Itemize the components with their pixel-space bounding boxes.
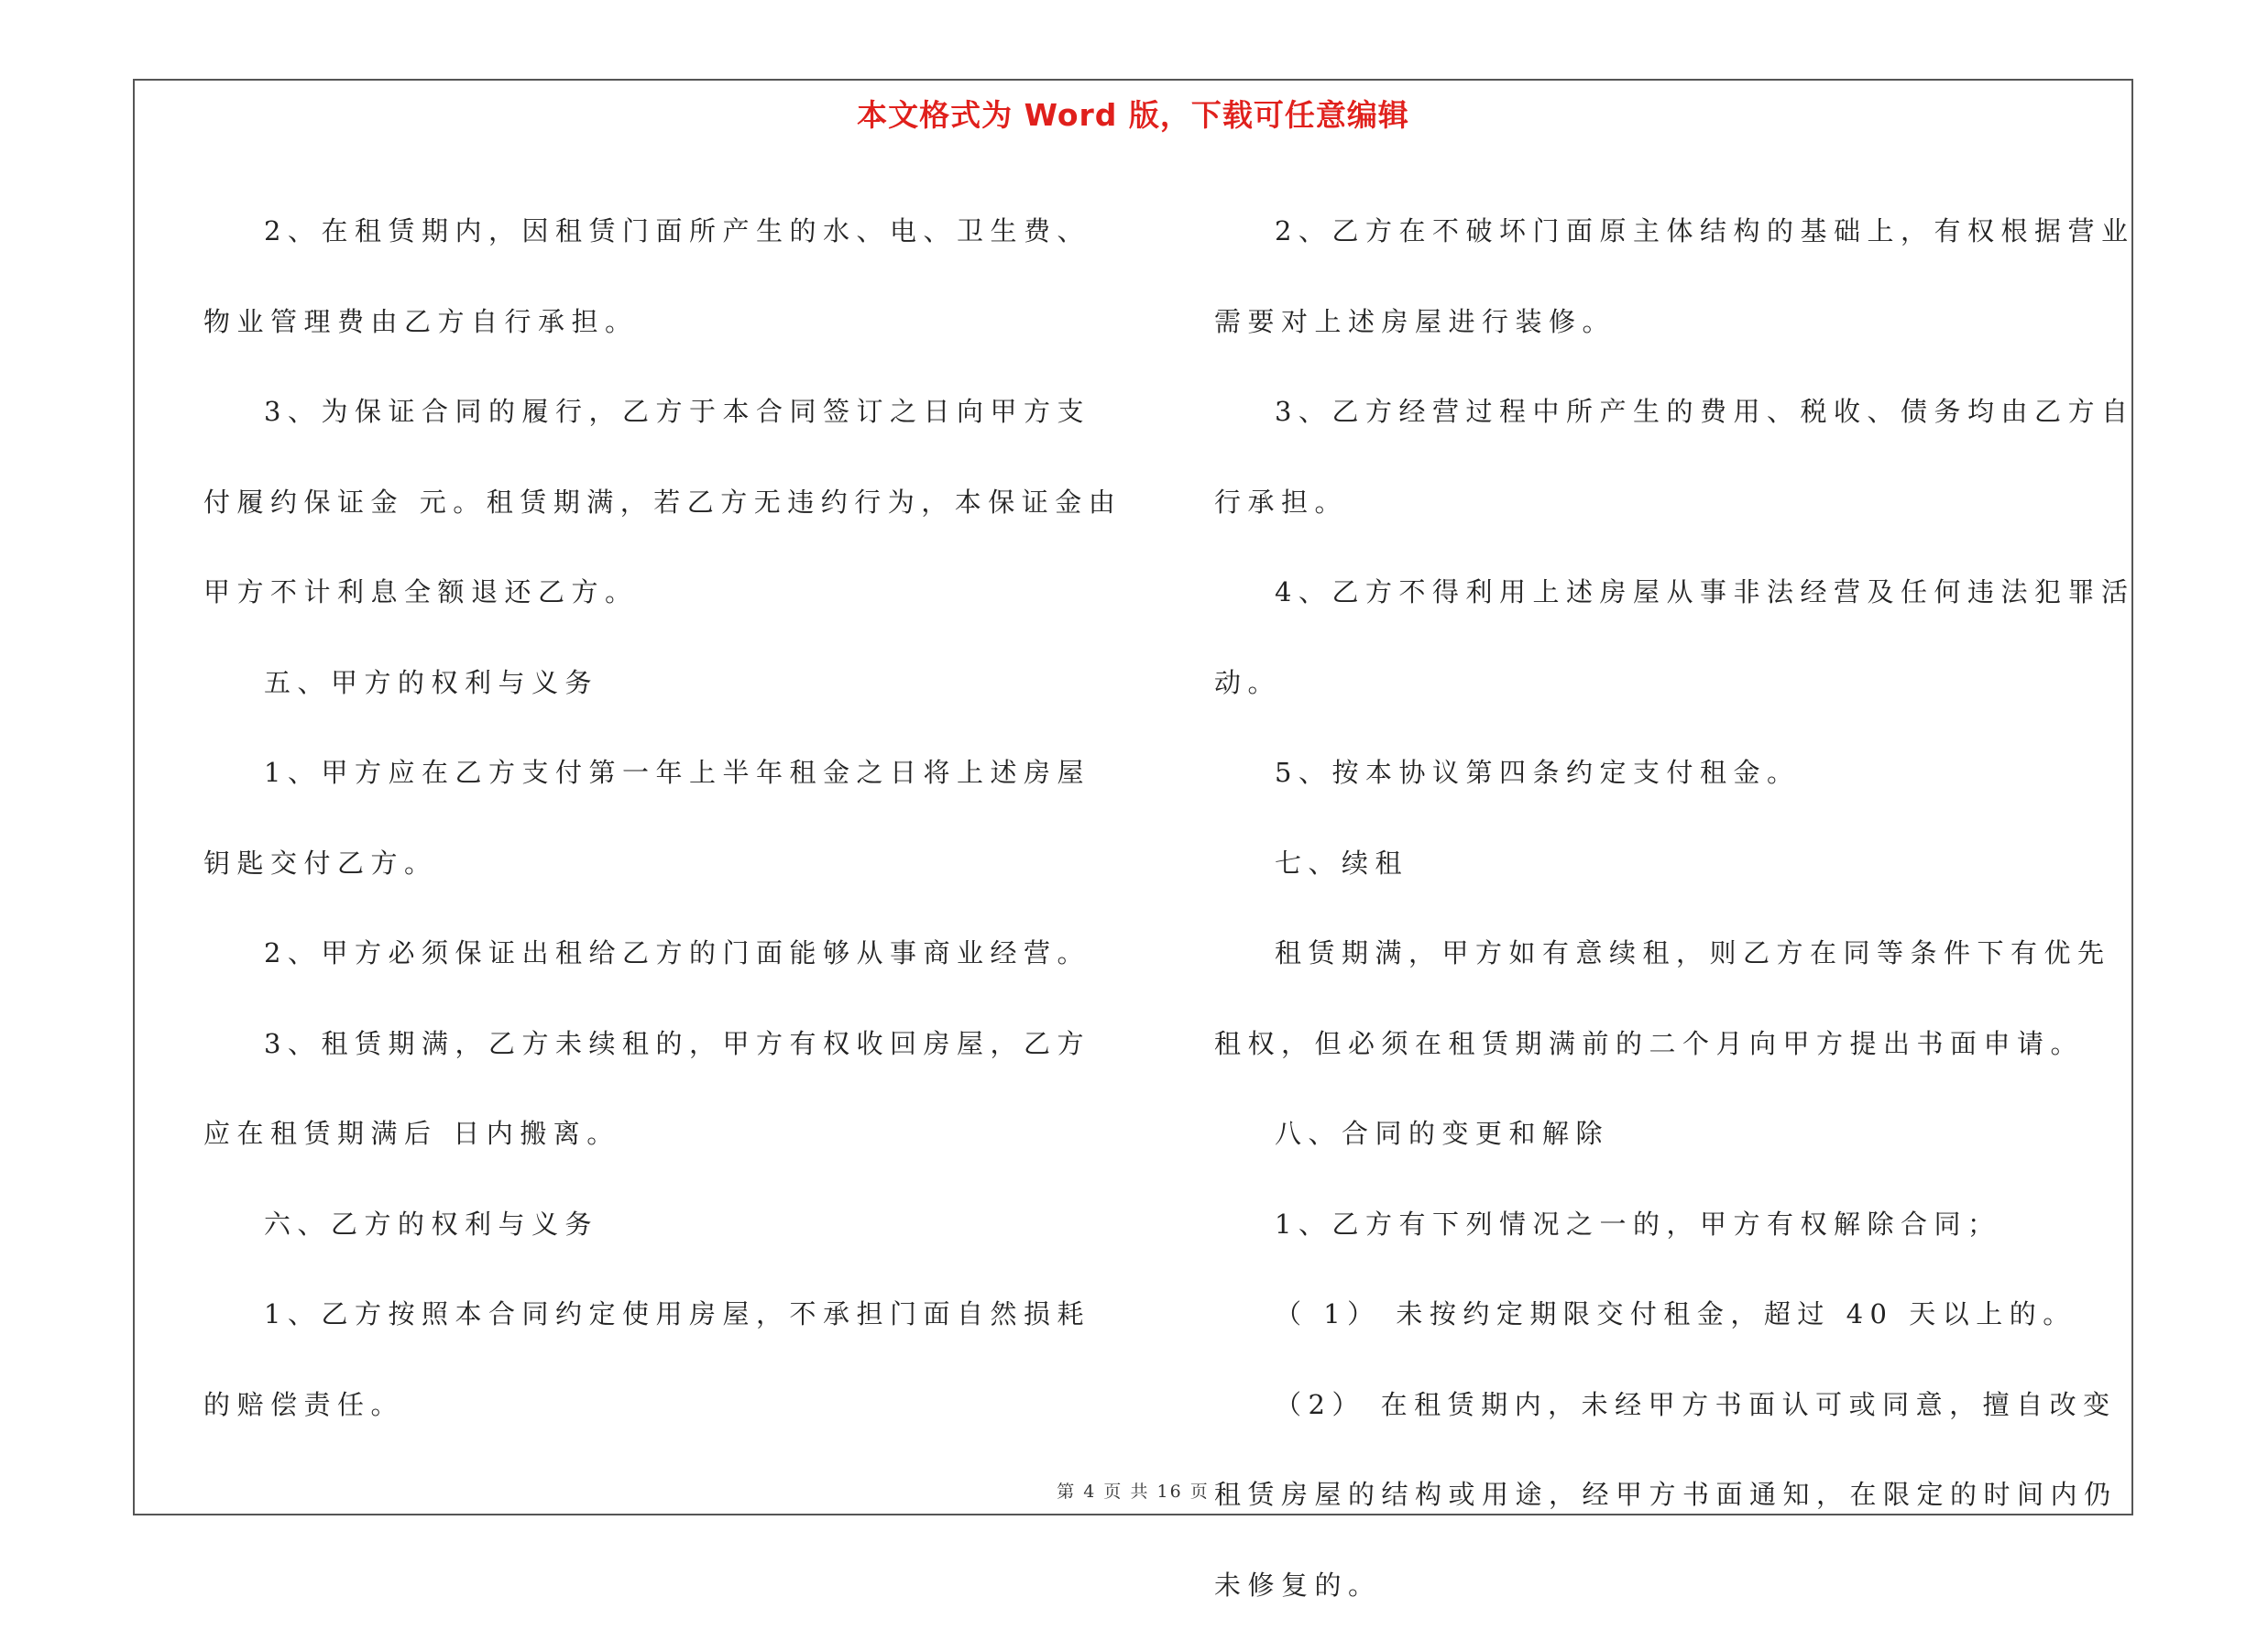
- right-column: [1214, 186, 2140, 1630]
- paragraph: 1、乙方有下列情况之一的，甲方有权解除合同；: [1214, 1179, 2140, 1270]
- page-number-footer: 第 4 页 共 16 页: [135, 1478, 2131, 1503]
- document-page: [133, 79, 2133, 1515]
- paragraph: 1、乙方按照本合同约定使用房屋，不承担门面自然损耗的赔偿责任。: [203, 1269, 1123, 1449]
- paragraph: 2、甲方必须保证出租给乙方的门面能够从事商业经营。: [203, 908, 1123, 999]
- paragraph: （2） 在租赁期内，未经甲方书面认可或同意，擅自改变租赁房屋的结构或用途，经甲方书面通知，在限定的时间内仍未修复的。: [1214, 1360, 2140, 1630]
- section-heading: 五、甲方的权利与义务: [203, 638, 1123, 728]
- paragraph: 2、在租赁期内，因租赁门面所产生的水、电、卫生费、物业管理费由乙方自行承担。: [203, 186, 1123, 366]
- section-heading: 六、乙方的权利与义务: [203, 1179, 1123, 1270]
- paragraph: 3、租赁期满，乙方未续租的，甲方有权收回房屋，乙方应在租赁期满后 日内搬离。: [203, 999, 1123, 1179]
- paragraph: 1、甲方应在乙方支付第一年上半年租金之日将上述房屋钥匙交付乙方。: [203, 727, 1123, 908]
- paragraph: 2、乙方在不破坏门面原主体结构的基础上，有权根据营业需要对上述房屋进行装修。: [1214, 186, 2140, 366]
- paragraph: 4、乙方不得利用上述房屋从事非法经营及任何违法犯罪活动。: [1214, 547, 2140, 727]
- header-banner: 本文格式为 Word 版，下载可任意编辑: [135, 92, 2131, 135]
- left-column: [203, 186, 1123, 1449]
- paragraph: 租赁期满，甲方如有意续租，则乙方在同等条件下有优先租权，但必须在租赁期满前的二个月向甲方提出书面申请。: [1214, 908, 2140, 1088]
- section-heading: 八、合同的变更和解除: [1214, 1088, 2140, 1179]
- paragraph: 5、按本协议第四条约定支付租金。: [1214, 727, 2140, 818]
- paragraph: （ 1） 未按约定期限交付租金，超过 40 天以上的。: [1214, 1269, 2140, 1360]
- paragraph: 3、乙方经营过程中所产生的费用、税收、债务均由乙方自行承担。: [1214, 366, 2140, 547]
- paragraph: 3、为保证合同的履行，乙方于本合同签订之日向甲方支付履约保证金 元。租赁期满，若乙方无违约行为，本保证金由甲方不计利息全额退还乙方。: [203, 366, 1123, 638]
- section-heading: 七、续租: [1214, 818, 2140, 909]
